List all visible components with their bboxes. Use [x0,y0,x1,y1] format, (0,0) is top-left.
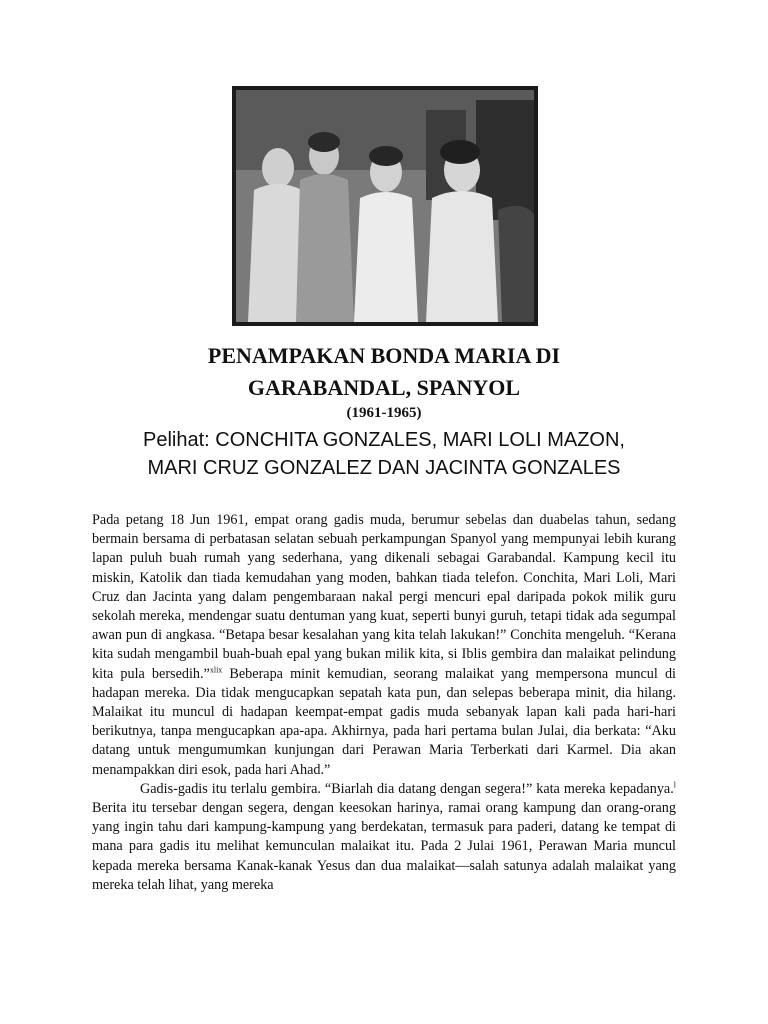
paragraph-1 [92,511,676,780]
photo-four-girls-icon [236,90,534,322]
footnote-ref-xlix[interactable]: xlix [209,664,223,674]
body-text [92,511,676,895]
page-title-line-2: GARABANDAL, SPANYOL [247,375,521,400]
years-subtitle: (1961-1965) [346,405,422,421]
paragraph-2-part-1: Gadis-gadis itu terlalu gembira. “Biarlah dia datang dengan segera!” kata mereka kepadanya. [140,780,674,797]
paragraph-2-part-2: Berita itu tersebar dengan segera, dengan keesokan harinya, ramai orang kampung dan orang-orang yang ingin tahu dari kampung-kampung yang berdekatan, termasuk para paderi, datang ke tempat di mana para gadis itu melihat kemunculan malaikat itu. Pada 2 Julai 1961, Perawan Maria muncul kepada mereka bersama Kanak-kanak Yesus dan dua malaikat—salah satunya adalah malaikat yang mereka telah lihat, yang mereka [92,800,676,893]
historical-photo [232,86,538,326]
seers-line-1: Pelihat: CONCHITA GONZALES, MARI LOLI MAZON, [143,429,625,451]
page-title-line-1: PENAMPAKAN BONDA MARIA DI [207,343,561,368]
paragraph-2 [92,780,676,895]
paragraph-1-part-1: Pada petang 18 Jun 1961, empat orang gadis muda, berumur sebelas dan duabelas tahun, sedang bermain bersama di perbatasan selatan sebuah perkampungan Spanyol yang mempunyai lebih kurang lapan puluh buah rumah yang sederhana, yang dikenali sebagai Garabandal. Kampung kecil itu miskin, Katolik dan tiada kemudahan yang moden, bahkan tiada telefon. Conchita, Mari Loli, Mari Cruz dan Jacinta yang dalam pengembaraan nakal pergi mencuri epal daripada pokok milik guru sekolah mereka, mendengar suatu dentuman yang kuat, seperti bunyi guruh, tetapi tidak ada segumpal awan pun di angkasa. “Betapa besar kesalahan yang kita telah lakukan!” Conchita mengeluh. “Kerana kita sudah mengambil buah-buah epal yang bukan milik kita, si Iblis gembira dan malaikat pelindung kita pula bersedih.” [92,512,676,682]
seers-line-2: MARI CRUZ GONZALEZ DAN JACINTA GONZALES [147,457,621,479]
paragraph-1-part-2: Beberapa minit kemudian, seorang malaikat yang mempersona muncul di hadapan mereka. Dia tidak mengucapkan sepatah kata pun, dan selepas beberapa minit, dia hilang. Malaikat itu muncul di hadapan keempat-empat gadis muda sebanyak lapan kali pada hari-hari berikutnya, tanpa mengucapkan apa-apa. Akhirnya, pada hari pertama bulan Julai, dia berkata: “Aku datang untuk mengumumkan kunjungan dari Perawan Maria Terberkati dari Karmel. Dia akan menampakkan diri esok, pada hari Ahad.” [92,665,676,778]
footnote-ref-l[interactable]: l [673,780,676,790]
